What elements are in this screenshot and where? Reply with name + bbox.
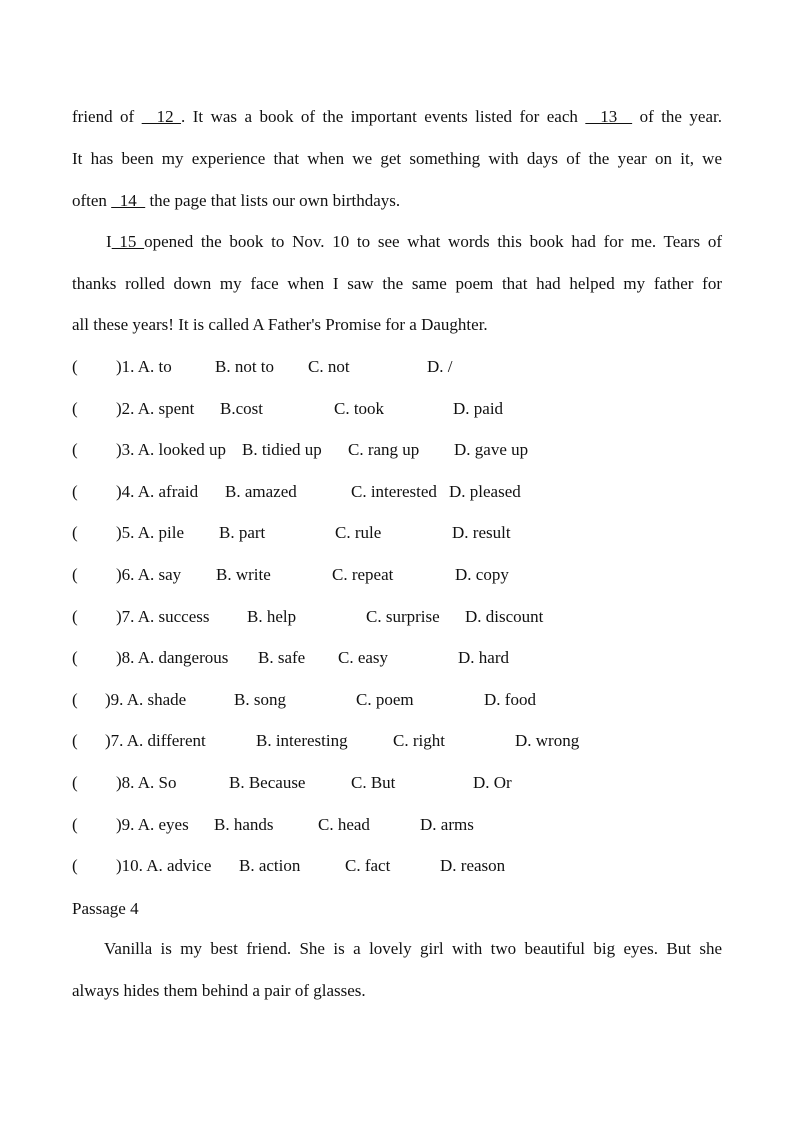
question-option-c: C. repeat (332, 565, 394, 584)
blank-12: 12 (141, 107, 182, 126)
question-option-a: )7. A. success (116, 607, 210, 626)
question-option-a: )8. A. dangerous (116, 648, 229, 667)
question-option-d: D. Or (473, 773, 512, 792)
paragraph-line (72, 190, 722, 212)
answer-paren: ( (72, 357, 78, 376)
question-option-d: D. copy (455, 565, 509, 584)
answer-paren: ( (72, 607, 78, 626)
question-option-a: )10. A. advice (116, 856, 212, 875)
paragraph-line (106, 231, 722, 253)
question-option-b: B. part (219, 523, 266, 542)
question-option-c: C. rang up (348, 440, 420, 459)
text-run: often (72, 191, 112, 210)
question-option-a: )9. A. eyes (116, 815, 189, 834)
text-run: I (106, 232, 112, 251)
question-option-a: )9. A. shade (105, 690, 187, 709)
question-option-b: B. hands (214, 815, 274, 834)
answer-paren: ( (72, 815, 78, 834)
question-option-b: B. action (239, 856, 301, 875)
paragraph-line: It has been my experience that when we get something with days of the year on it, we (72, 149, 722, 168)
blank-14: 14 (111, 191, 146, 210)
question-option-d: D. gave up (454, 440, 529, 459)
answer-paren: ( (72, 565, 78, 584)
question-option-c: C. surprise (366, 607, 440, 626)
question-option-a: )1. A. to (116, 357, 172, 376)
question-option-d: D. result (452, 523, 511, 542)
question-option-c: C. fact (345, 856, 391, 875)
question-option-d: D. food (484, 690, 536, 709)
answer-paren: ( (72, 690, 78, 709)
text-run: friend of (72, 107, 142, 126)
question-option-a: )2. A. spent (116, 399, 195, 418)
text-run: of the year. (632, 107, 722, 126)
question-option-c: C. took (334, 399, 385, 418)
answer-paren: ( (72, 856, 78, 875)
paragraph-line (72, 106, 722, 128)
question-option-d: D. pleased (449, 482, 521, 501)
answer-paren: ( (72, 773, 78, 792)
question-option-b: B. song (234, 690, 286, 709)
question-option-a: )6. A. say (116, 565, 182, 584)
question-option-c: C. rule (335, 523, 382, 542)
question-option-b: B.cost (220, 399, 263, 418)
question-option-b: B. interesting (256, 731, 348, 750)
question-option-c: C. easy (338, 648, 389, 667)
question-option-d: D. wrong (515, 731, 580, 750)
answer-paren: ( (72, 731, 78, 750)
paragraph-line: all these years! It is called A Father's Promise for a Daughter. (72, 315, 488, 334)
question-option-a: )3. A. looked up (116, 440, 227, 459)
question-option-b: B. write (216, 565, 271, 584)
text-run: opened the book to Nov. 10 to see what words this book had for me. Tears of (144, 232, 722, 251)
question-option-a: )5. A. pile (116, 523, 184, 542)
passage-heading: Passage 4 (72, 899, 139, 918)
question-option-a: )4. A. afraid (116, 482, 199, 501)
question-option-a: )8. A. So (116, 773, 177, 792)
question-option-b: B. amazed (225, 482, 297, 501)
blank-13: 13 (585, 107, 633, 126)
question-option-c: C. poem (356, 690, 414, 709)
question-option-d: D. hard (458, 648, 509, 667)
question-option-a: )7. A. different (105, 731, 206, 750)
question-option-c: C. But (351, 773, 396, 792)
question-option-c: C. head (318, 815, 370, 834)
question-option-d: D. paid (453, 399, 504, 418)
paragraph-line: thanks rolled down my face when I saw the same poem that had helped my father for (72, 274, 722, 293)
answer-paren: ( (72, 482, 78, 501)
answer-paren: ( (72, 648, 78, 667)
question-option-b: B. safe (258, 648, 306, 667)
question-option-d: D. / (427, 357, 453, 376)
question-option-c: C. interested (351, 482, 437, 501)
answer-paren: ( (72, 440, 78, 459)
question-option-b: B. not to (215, 357, 275, 376)
answer-paren: ( (72, 399, 78, 418)
blank-15: 15 (111, 232, 145, 251)
question-option-d: D. arms (420, 815, 474, 834)
question-option-b: B. Because (229, 773, 306, 792)
question-option-c: C. not (308, 357, 350, 376)
question-option-b: B. tidied up (242, 440, 322, 459)
question-option-d: D. reason (440, 856, 506, 875)
text-run: the page that lists our own birthdays. (145, 191, 401, 210)
question-option-d: D. discount (465, 607, 544, 626)
text-run: . It was a book of the important events listed for each (181, 107, 586, 126)
paragraph-line: always hides them behind a pair of glasses. (72, 981, 366, 1000)
question-option-b: B. help (247, 607, 297, 626)
question-option-c: C. right (393, 731, 445, 750)
answer-paren: ( (72, 523, 78, 542)
paragraph-line: Vanilla is my best friend. She is a lovely girl with two beautiful big eyes. But she (104, 939, 722, 958)
